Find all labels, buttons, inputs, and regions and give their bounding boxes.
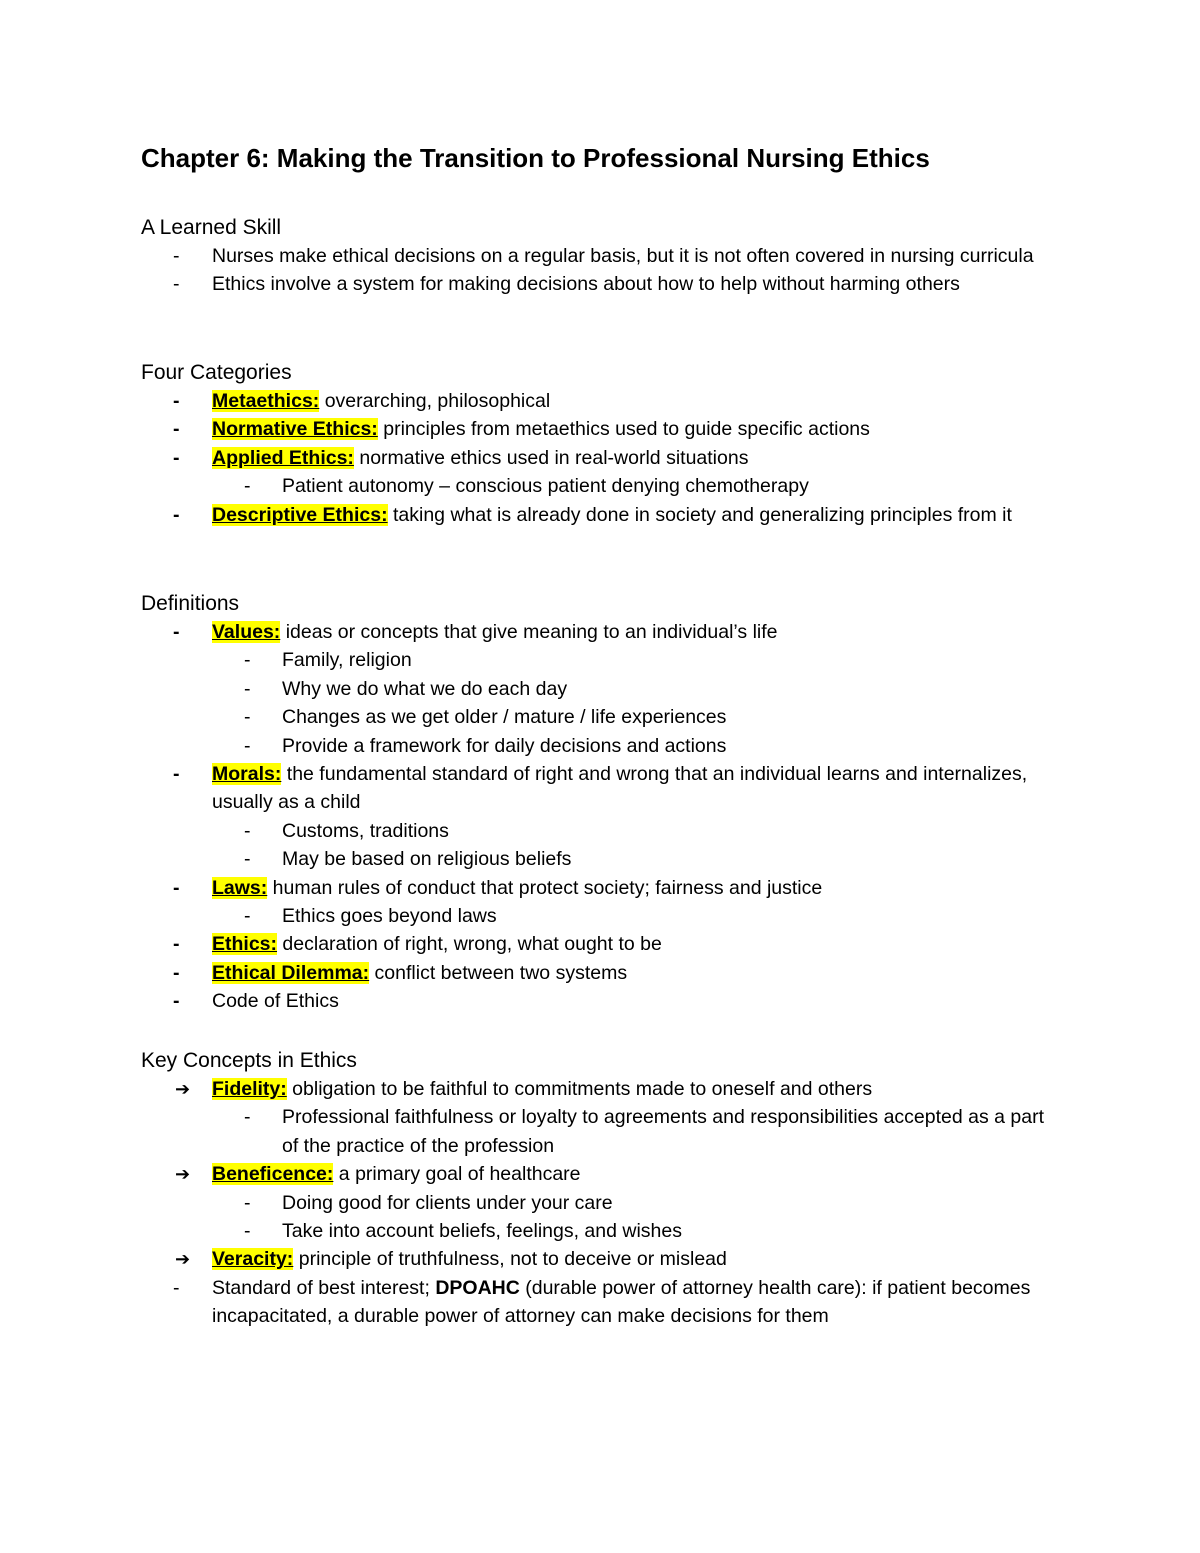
item-text: May be based on religious beliefs [282, 848, 572, 871]
definition-text: obligation to be faithful to commitments made to oneself and others [286, 1078, 873, 1100]
sub-list-item [141, 817, 1061, 845]
list-item [141, 618, 1061, 646]
sub-list-item [141, 703, 1061, 731]
dash-bullet: - [244, 1220, 251, 1243]
list-item [141, 760, 1061, 817]
highlighted-term: Normative Ethics: [212, 418, 378, 441]
highlighted-term: Ethical Dilemma: [212, 961, 370, 984]
list-item [141, 987, 1061, 1015]
highlighted-term: Laws: [212, 876, 268, 899]
sub-list-item [141, 732, 1061, 760]
arrow-bullet-icon: ➔ [175, 1249, 191, 1270]
list-item [141, 1274, 1061, 1331]
definition-text: overarching, philosophical [319, 390, 551, 412]
item-text: Ethics involve a system for making decisions about how to help without harming others [212, 273, 960, 296]
sub-list-item [141, 902, 1061, 930]
item-text: Take into account beliefs, feelings, and wishes [282, 1220, 682, 1243]
sub-list-item [141, 1103, 1061, 1160]
item-text: Provide a framework for daily decisions and actions [282, 734, 727, 757]
sub-list-item [141, 675, 1061, 703]
list-item [141, 1245, 1061, 1273]
sub-list-item [141, 1189, 1061, 1217]
list-item [141, 242, 1061, 270]
highlighted-term: Metaethics: [212, 390, 320, 412]
item-text: Family, religion [282, 649, 412, 672]
arrow-bullet-icon: ➔ [175, 1079, 191, 1099]
dash-bullet: - [244, 475, 251, 498]
dash-bullet: - [173, 390, 180, 412]
item-text: Nurses make ethical decisions on a regular basis, but it is not often covered in nursing curricula [212, 245, 1034, 267]
list-item [141, 1160, 1061, 1188]
dash-bullet: - [173, 503, 180, 526]
list-item [141, 501, 1061, 529]
item-text: Standard of best interest; [212, 1276, 436, 1299]
definition-text: taking what is already done in society and generalizing principles from it [387, 503, 1012, 526]
list-item [141, 1075, 1061, 1103]
definition-text: human rules of conduct that protect society; fairness and justice [267, 876, 823, 899]
definition-text: principle of truthfulness, not to deceive or mislead [293, 1248, 727, 1271]
dash-bullet: - [173, 933, 180, 956]
list-item [141, 270, 1061, 298]
item-text: (durable power of attorney health care): if patient becomes incapacitated, a durable power of attorney can make decisions for them [212, 1276, 1031, 1328]
highlighted-term: Values: [212, 621, 281, 643]
item-text: Professional faithfulness or loyalty to agreements and responsibilities accepted as a part of the practice of the profession [282, 1106, 1045, 1157]
dash-bullet: - [173, 418, 180, 441]
highlighted-term: Applied Ethics: [212, 446, 354, 469]
section-definitions [141, 589, 1061, 1016]
sub-list-item [141, 1217, 1061, 1245]
dash-bullet: - [173, 961, 180, 984]
acronym-text: DPOAHC [435, 1276, 520, 1299]
dash-bullet: - [173, 990, 180, 1013]
dash-bullet: - [244, 677, 251, 700]
dash-bullet: - [173, 446, 180, 469]
list-item [141, 959, 1061, 987]
item-text: Changes as we get older / mature / life experiences [282, 706, 727, 729]
definition-text: the fundamental standard of right and wrong that an individual learns and internalizes, usually as a child [212, 763, 1028, 814]
definition-text: a primary goal of healthcare [333, 1163, 581, 1186]
dash-bullet: - [173, 245, 180, 267]
dash-bullet: - [244, 819, 251, 842]
dash-bullet: - [173, 273, 180, 296]
sub-list-item [141, 646, 1061, 674]
definition-text: ideas or concepts that give meaning to an individual’s life [280, 621, 778, 643]
list-item [141, 874, 1061, 902]
section-four-categories [141, 358, 1061, 529]
sub-list-item [141, 845, 1061, 873]
list-item [141, 444, 1061, 472]
definition-text: conflict between two systems [369, 961, 628, 984]
highlighted-term: Veracity: [212, 1248, 294, 1271]
section-heading: Four Categories [141, 361, 292, 384]
dash-bullet: - [173, 1276, 180, 1299]
section-key-concepts [141, 1046, 1061, 1331]
definition-text: principles from metaethics used to guide specific actions [377, 418, 870, 441]
highlighted-term: Fidelity: [212, 1078, 287, 1100]
dash-bullet: - [244, 1106, 251, 1129]
highlighted-term: Descriptive Ethics: [212, 503, 388, 526]
page-title: Chapter 6: Making the Transition to Professional Nursing Ethics [141, 143, 930, 173]
item-text: Customs, traditions [282, 819, 449, 842]
section-heading: Definitions [141, 592, 240, 615]
item-text: Code of Ethics [212, 990, 339, 1013]
dash-bullet: - [244, 649, 251, 672]
item-text: Patient autonomy – conscious patient denying chemotherapy [282, 475, 809, 498]
item-text: Ethics goes beyond laws [282, 905, 497, 928]
highlighted-term: Beneficence: [212, 1163, 334, 1186]
dash-bullet: - [244, 1191, 251, 1214]
dash-bullet: - [244, 905, 251, 928]
dash-bullet: - [244, 706, 251, 729]
section-learned-skill [141, 213, 1061, 299]
section-heading: Key Concepts in Ethics [141, 1049, 357, 1072]
list-item [141, 930, 1061, 958]
dash-bullet: - [244, 848, 251, 871]
definition-text: declaration of right, wrong, what ought to be [277, 933, 662, 956]
item-text: Doing good for clients under your care [282, 1191, 613, 1214]
list-item [141, 415, 1061, 443]
highlighted-term: Ethics: [212, 933, 278, 956]
arrow-bullet-icon: ➔ [175, 1164, 191, 1185]
list-item [141, 387, 1061, 415]
dash-bullet: - [173, 763, 180, 786]
dash-bullet: - [173, 621, 180, 643]
section-heading: A Learned Skill [141, 216, 282, 239]
definition-text: normative ethics used in real-world situations [353, 446, 749, 469]
item-text: Why we do what we do each day [282, 677, 568, 700]
dash-bullet: - [173, 876, 180, 899]
sub-list-item [141, 472, 1061, 500]
highlighted-term: Morals: [212, 763, 282, 786]
dash-bullet: - [244, 734, 251, 757]
